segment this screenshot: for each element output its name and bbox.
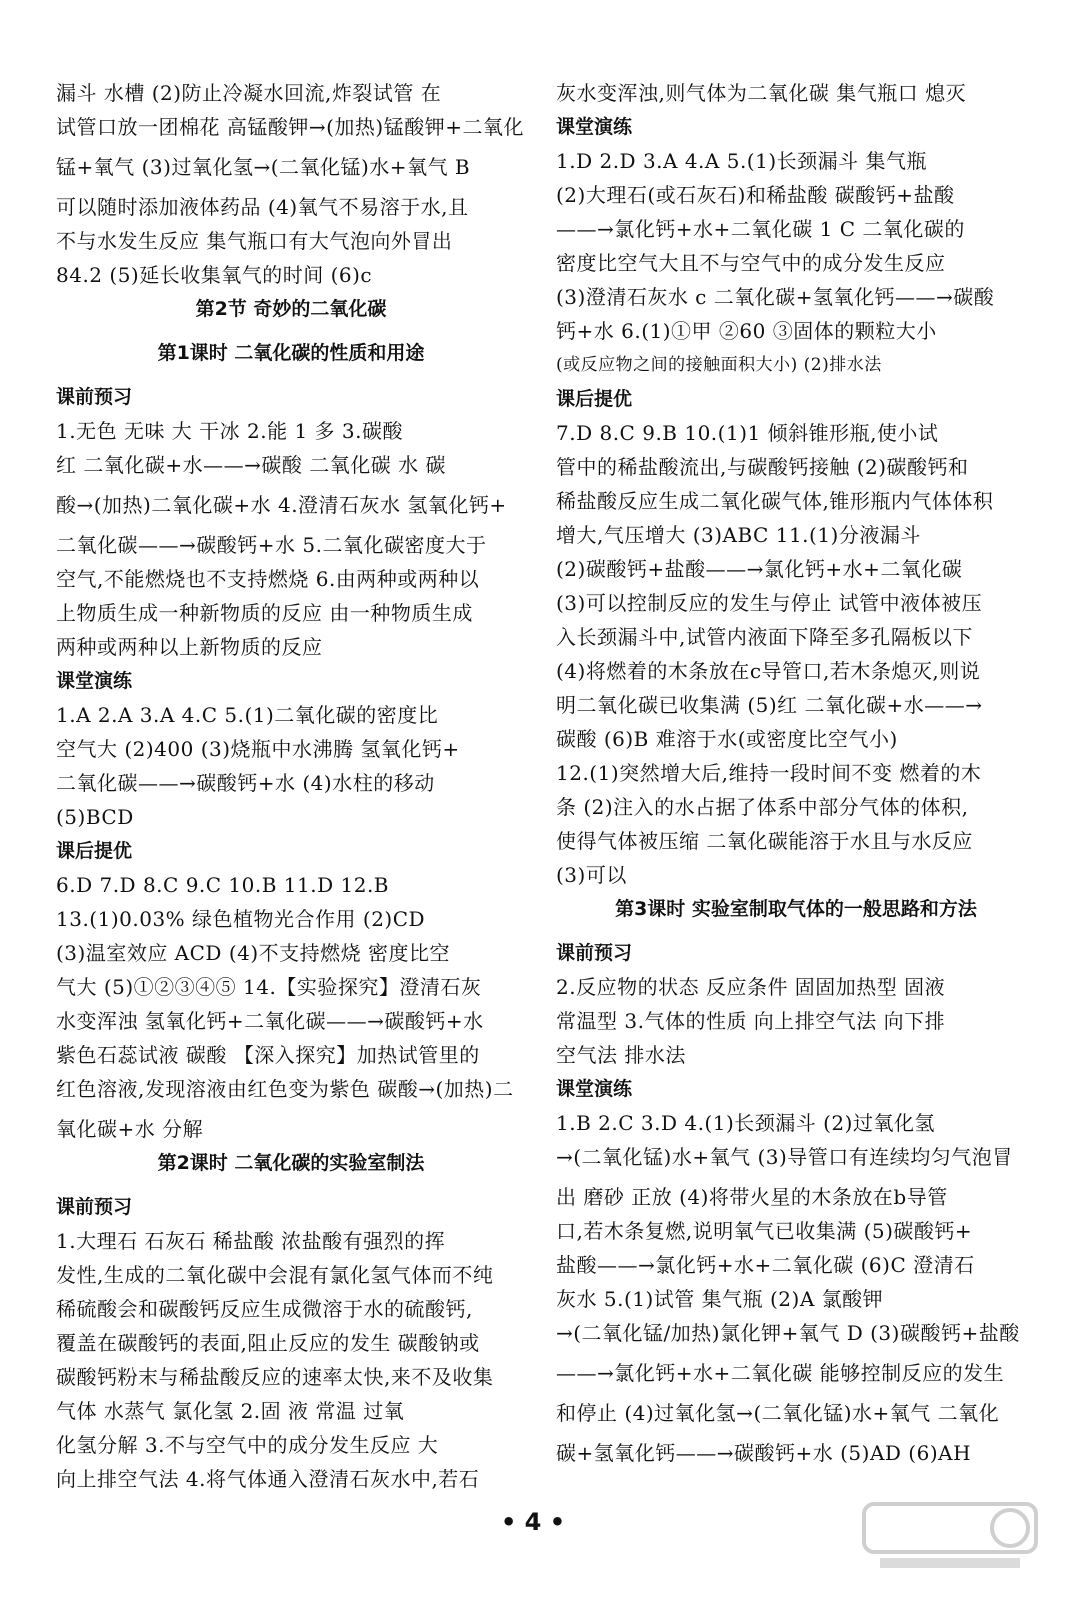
section-heading: 课堂演练 [556,1078,633,1100]
lesson-title: 第2节 奇妙的二氧化碳 [195,298,387,320]
answer-line: 钙+水 6.(1)①甲 ②60 ③固体的颗粒大小 [556,319,937,343]
answer-line: (2)大理石(或石灰石)和稀盐酸 碳酸钙+盐酸 [556,183,955,207]
answer-line: 气体 水蒸气 氯化氢 2.固 液 常温 过氧 [56,1399,405,1423]
answer-line: 空气法 排水法 [556,1043,686,1067]
answer-line: 二氧化碳——→碳酸钙+水 (4)水柱的移动 [56,771,435,795]
answer-line: 二氧化碳——→碳酸钙+水 5.二氧化碳密度大于 [56,533,487,557]
answer-line: 水变浑浊 氢氧化钙+二氧化碳——→碳酸钙+水 [56,1009,484,1033]
answer-line: →(二氧化锰)水+氧气 (3)导管口有连续均匀气泡冒 [556,1145,1013,1169]
answer-line: 出 磨砂 正放 (4)将带火星的木条放在b导管 [556,1185,948,1209]
answer-line: (3)澄清石灰水 c 二氧化碳+氢氧化钙——→碳酸 [556,285,995,309]
answer-line: 12.(1)突然增大后,维持一段时间不变 燃着的木 [556,761,982,785]
answer-line: 化氢分解 3.不与空气中的成分发生反应 大 [56,1433,439,1457]
answer-line: 不与水发生反应 集气瓶口有大气泡向外冒出 [56,229,453,253]
answer-line: 84.2 (5)延长收集氧气的时间 (6)c [56,263,373,287]
answer-line: 上物质生成一种新物质的反应 由一种物质生成 [56,601,473,625]
answer-line: 1.D 2.D 3.A 4.A 5.(1)长颈漏斗 集气瓶 [556,149,927,173]
answer-line: 漏斗 水槽 (2)防止冷凝水回流,炸裂试管 在 [56,81,442,105]
lesson-title: 第2课时 二氧化碳的实验室制法 [157,1152,425,1174]
answer-line: 稀硫酸会和碳酸钙反应生成微溶于水的硫酸钙, [56,1297,473,1321]
answer-line: 向上排空气法 4.将气体通入澄清石灰水中,若石 [56,1467,480,1491]
answer-line: 条 (2)注入的水占据了体系中部分气体的体积, [556,795,969,819]
answer-line: 碳+氢氧化钙——→碳酸钙+水 (5)AD (6)AH [556,1441,972,1465]
answer-line: 1.B 2.C 3.D 4.(1)长颈漏斗 (2)过氧化氢 [556,1111,935,1135]
answer-line: 增大,气压增大 (3)ABC 11.(1)分液漏斗 [556,523,921,547]
answer-line: 试管口放一团棉花 高锰酸钾→(加热)锰酸钾+二氧化 [56,115,524,139]
answer-line: 明二氧化碳已收集满 (5)红 二氧化碳+水——→ [556,693,983,717]
answer-line: 氧化碳+水 分解 [56,1117,204,1141]
answer-line: 6.D 7.D 8.C 9.C 10.B 11.D 12.B [56,873,389,897]
answer-line: (4)将燃着的木条放在c导管口,若木条熄灭,则说 [556,659,981,683]
answer-line: 13.(1)0.03% 绿色植物光合作用 (2)CD [56,907,426,931]
answer-line: 发性,生成的二氧化碳中会混有氯化氢气体而不纯 [56,1263,494,1287]
answer-line: 2.反应物的状态 反应条件 固固加热型 固液 [556,975,946,999]
answer-line: (2)碳酸钙+盐酸——→氯化钙+水+二氧化碳 [556,557,963,581]
section-heading: 课后提优 [56,840,133,862]
answer-line: 7.D 8.C 9.B 10.(1)1 倾斜锥形瓶,使小试 [556,421,939,445]
answer-line: 气大 (5)①②③④⑤ 14.【实验探究】澄清石灰 [56,975,482,999]
answer-line: 口,若木条复燃,说明氧气已收集满 (5)碳酸钙+ [556,1219,973,1243]
answer-line: 碳酸 (6)B 难溶于水(或密度比空气小) [556,727,898,751]
answer-line: 覆盖在碳酸钙的表面,阻止反应的发生 碳酸钠或 [56,1331,480,1355]
right-column [556,78,1036,1472]
watermark-logo [860,1498,1040,1576]
answer-line: (3)温室效应 ACD (4)不支持燃烧 密度比空 [56,941,451,965]
answer-line: 红 二氧化碳+水——→碳酸 二氧化碳 水 碳 [56,453,446,477]
answer-line: 空气,不能燃烧也不支持燃烧 6.由两种或两种以 [56,567,480,591]
answer-line: (5)BCD [56,805,134,829]
section-heading: 课前预习 [56,1196,133,1218]
answer-line: 可以随时添加液体药品 (4)氧气不易溶于水,且 [56,195,469,219]
answer-line: 使得气体被压缩 二氧化碳能溶于水且与水反应 [556,829,973,853]
answer-line: (3)可以控制反应的发生与停止 试管中液体被压 [556,591,983,615]
answer-line: 灰水 5.(1)试管 集气瓶 (2)A 氯酸钾 [556,1287,884,1311]
left-column [56,78,526,1498]
answer-line: 入长颈漏斗中,试管内液面下降至多孔隔板以下 [556,625,973,649]
answer-line: 紫色石蕊试液 碳酸 【深入探究】加热试管里的 [56,1043,480,1067]
answer-line: 稀盐酸反应生成二氧化碳气体,锥形瓶内气体体积 [556,489,994,513]
answer-line: 密度比空气大且不与空气中的成分发生反应 [556,251,946,275]
lesson-title: 第3课时 实验室制取气体的一般思路和方法 [615,898,977,920]
answer-line: →(二氧化锰/加热)氯化钾+氧气 D (3)碳酸钙+盐酸 [556,1321,1020,1345]
answer-line: (3)可以 [556,863,627,887]
answer-line: 和停止 (4)过氧化氢→(二氧化锰)水+氧气 二氧化 [556,1401,1000,1425]
answer-line: ——→氯化钙+水+二氧化碳 能够控制反应的发生 [556,1361,1005,1385]
section-heading: 课堂演练 [56,670,133,692]
answer-line: 锰+氧气 (3)过氧化氢→(二氧化锰)水+氧气 B [56,155,471,179]
answer-line: 空气大 (2)400 (3)烧瓶中水沸腾 氢氧化钙+ [56,737,460,761]
answer-line: 1.A 2.A 3.A 4.C 5.(1)二氧化碳的密度比 [56,703,439,727]
answer-line: 1.无色 无味 大 干冰 2.能 1 多 3.碳酸 [56,419,403,443]
section-heading: 课前预习 [556,942,633,964]
answer-line: (或反应物之间的接触面积大小) (2)排水法 [556,355,882,375]
answer-line: 常温型 3.气体的性质 向上排空气法 向下排 [556,1009,946,1033]
answer-line: 红色溶液,发现溶液由红色变为紫色 碳酸→(加热)二 [56,1077,514,1101]
answer-line: 酸→(加热)二氧化碳+水 4.澄清石灰水 氢氧化钙+ [56,493,507,517]
answer-line: 盐酸——→氯化钙+水+二氧化碳 (6)C 澄清石 [556,1253,975,1277]
answer-line: 1.大理石 石灰石 稀盐酸 浓盐酸有强烈的挥 [56,1229,446,1253]
lesson-title: 第1课时 二氧化碳的性质和用途 [157,342,425,364]
section-heading: 课前预习 [56,386,133,408]
section-heading: 课后提优 [556,388,633,410]
answer-line: 碳酸钙粉末与稀盐酸反应的速率太快,来不及收集 [56,1365,494,1389]
answer-line: 两种或两种以上新物质的反应 [56,635,323,659]
page-number: • 4 • [500,1508,566,1536]
answer-line: ——→氯化钙+水+二氧化碳 1 C 二氧化碳的 [556,217,965,241]
section-heading: 课堂演练 [556,116,633,138]
answer-line: 灰水变浑浊,则气体为二氧化碳 集气瓶口 熄灭 [556,81,967,105]
answer-line: 管中的稀盐酸流出,与碳酸钙接触 (2)碳酸钙和 [556,455,969,479]
